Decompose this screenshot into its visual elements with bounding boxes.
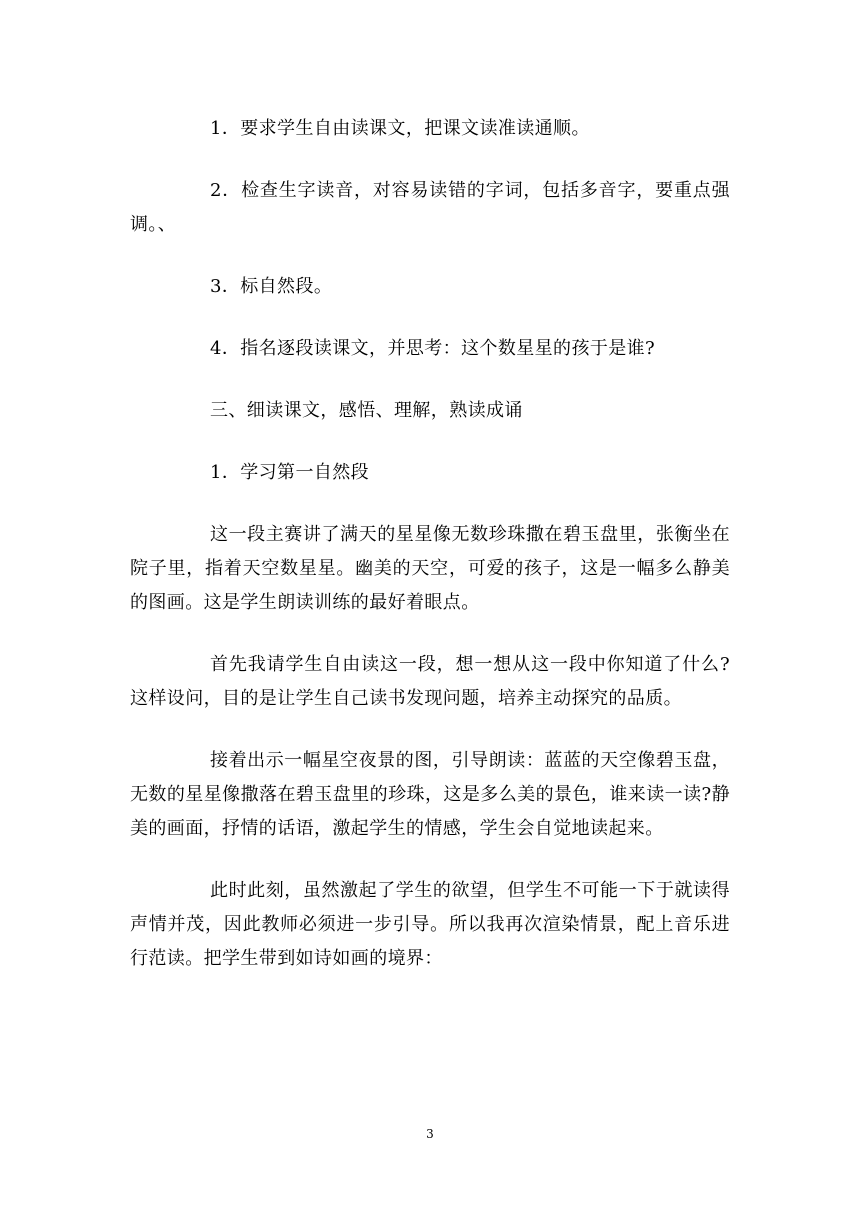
- document-body: [130, 112, 730, 976]
- paragraph-4: 4．指名逐段读课文，并思考：这个数星星的孩于是谁?: [210, 338, 656, 359]
- paragraph-1: 1．要求学生自由读课文，把课文读准读通顺。: [210, 118, 590, 139]
- paragraph-7: 这一段主赛讲了满天的星星像无数珍珠撒在碧玉盘里，张衡坐在院子里，指着天空数星星。幽美的天空，可爱的孩子，这是一幅多么静美的图画。这是学生朗读训练的最好着眼点。: [130, 524, 730, 613]
- page-number: 3: [426, 1127, 434, 1141]
- paragraph-9: 接着出示一幅星空夜景的图，引导朗读：蓝蓝的天空像碧玉盘，无数的星星像撒落在碧玉盘里的珍珠，这是多么美的景色，谁来读一读?静美的画面，抒情的话语，激起学生的情感，学生会自觉地读起来。: [130, 750, 730, 839]
- subsection-heading: 1．学习第一自然段: [210, 462, 370, 483]
- paragraph-8: 首先我请学生自由读这一段，想一想从这一段中你知道了什么?这样设问，目的是让学生自己读书发现问题，培养主动探究的品质。: [130, 654, 730, 709]
- paragraph-2: 2．检查生字读音，对容易读错的字词，包括多音字，要重点强调。、: [130, 180, 730, 235]
- paragraph-10: 此时此刻，虽然激起了学生的欲望，但学生不可能一下于就读得声情并茂，因此教师必须进一步引导。所以我再次渲染情景，配上音乐进行范读。把学生带到如诗如画的境界：: [130, 880, 730, 969]
- section-heading: 三、细读课文，感悟、理解，熟读成诵: [210, 400, 523, 421]
- paragraph-3: 3．标自然段。: [210, 276, 333, 297]
